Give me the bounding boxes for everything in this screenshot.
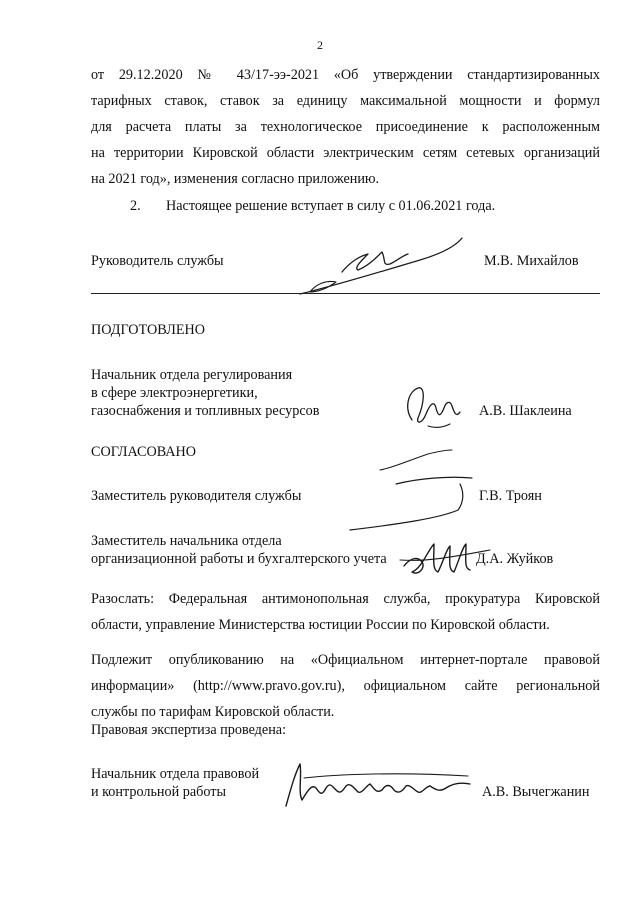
intro-line: на территории Кировской области электрическим сетям сетевых организаций (91, 145, 600, 161)
deputy-chief-title-line: организационной работы и бухгалтерского учета (91, 551, 387, 567)
page-number: 2 (317, 38, 323, 52)
legal-review-position-line: и контрольной работы (91, 784, 226, 800)
intro-line: от 29.12.2020 № 43/17-ээ-2021 «Об утверждении стандартизированных (91, 67, 600, 83)
intro-line: тарифных ставок, ставок за единицу максимальной мощности и формул (91, 93, 600, 109)
deputy-head-name: Г.В. Троян (479, 488, 542, 504)
prepared-position-line: в сфере электроэнергетики, (91, 385, 258, 401)
legal-review-text: Правовая экспертиза проведена: (91, 722, 287, 738)
head-signature (290, 232, 480, 302)
clause-2-text: Настоящее решение вступает в силу с 01.06.2021 года. (166, 198, 496, 214)
publication-line: службы по тарифам Кировской области. (91, 704, 335, 720)
deputy-chief-title-line: Заместитель начальника отдела (91, 533, 282, 549)
deputy-head-title: Заместитель руководителя службы (91, 488, 302, 504)
legal-review-position-line: Начальник отдела правовой (91, 766, 260, 782)
distribution-line: области, управление Министерства юстиции России по Кировской области. (91, 617, 550, 633)
clause-2-number: 2. (130, 198, 141, 214)
agreed-heading: СОГЛАСОВАНО (91, 444, 197, 460)
publication-paragraph (91, 647, 600, 725)
prepared-position-line: Начальник отдела регулирования (91, 367, 293, 383)
intro-paragraph (91, 62, 600, 192)
deputy-chief-signature (398, 536, 494, 582)
prepared-position-line: газоснабжения и топливных ресурсов (91, 403, 320, 419)
legal-review-name: А.В. Вычегжанин (482, 784, 590, 800)
prepared-signature (398, 378, 468, 434)
prepared-heading: ПОДГОТОВЛЕНО (91, 322, 205, 338)
prepared-name: А.В. Шаклеина (479, 403, 572, 419)
intro-line: на 2021 год», изменения согласно приложению. (91, 171, 380, 187)
head-title: Руководитель службы (91, 253, 224, 269)
publication-line: Подлежит опубликованию на «Официальном интернет-портале правовой (91, 652, 600, 668)
distribution-paragraph (91, 586, 600, 638)
legal-review-signature (280, 756, 480, 812)
distribution-line: Разослать: Федеральная антимонопольная служба, прокуратура Кировской (91, 591, 600, 607)
separator-line (91, 293, 600, 294)
intro-line: для расчета платы за технологическое присоединение к расположенным (91, 119, 600, 135)
head-name: М.В. Михайлов (484, 253, 579, 269)
deputy-chief-name: Д.А. Жуйков (476, 551, 554, 567)
deputy-head-signature (340, 448, 480, 538)
publication-line: информации» (http://www.pravo.gov.ru), официальном сайте региональной (91, 678, 600, 694)
